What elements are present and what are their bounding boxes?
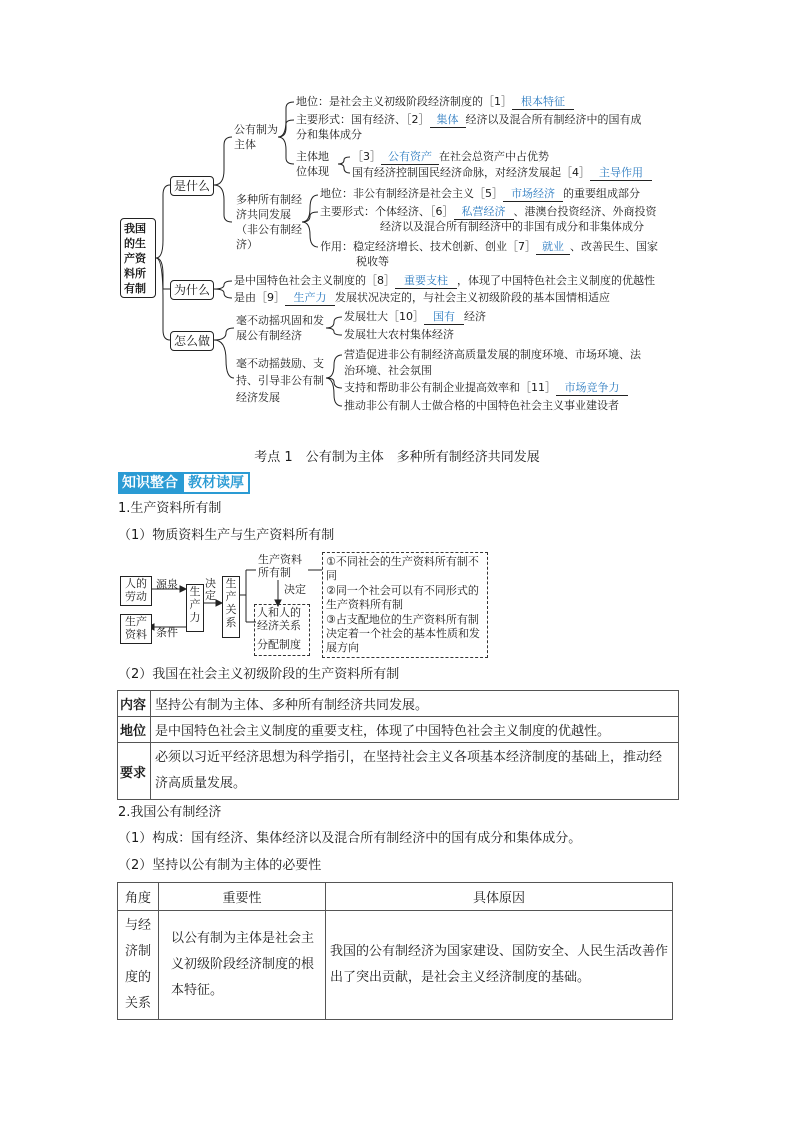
section2-item1: （1）构成：国有经济、集体经济以及混合所有制经济中的国有成分和集体成分。: [118, 831, 582, 846]
how-n1: 营造促进非公有制经济高质量发展的制度环境、市场环境、法: [344, 348, 641, 361]
table-key: 内容: [118, 691, 151, 717]
table-header-row: [118, 883, 673, 911]
flow-decide2: 决定: [284, 583, 306, 596]
table-value: 必须以习近平经济思想为科学指引，在坚持社会主义各项基本经济制度的基础上，推动经济高质量发展。: [151, 743, 679, 800]
public-forms: 主要形式：国有经济、［2］ 集体 经济以及混合所有制经济中的国有成: [296, 113, 642, 126]
section2-title: 2.我国公有制经济: [118, 805, 222, 820]
table-value: 坚持公有制为主体、多种所有制经济共同发展。: [151, 691, 679, 717]
answer-1: 根本特征: [512, 95, 574, 110]
branch-why: 为什么: [170, 280, 214, 300]
how-p1: 发展壮大［10］ 国有 经济: [344, 310, 486, 323]
multi-effect: 作用：稳定经济增长、技术创新、创业［7］ 就业 、改善民生、国家: [320, 240, 658, 253]
flow-productivity: 生产力: [186, 584, 204, 632]
node-how-public: 毫不动摇巩固和发展公有制经济: [236, 314, 324, 342]
answer-7: 就业: [536, 240, 570, 255]
ownership-table: [117, 690, 679, 800]
flow-note-2: ②同一个社会可以有不同形式的生产资料所有制: [326, 584, 479, 611]
public-status: 地位：是社会主义初级阶段经济制度的［1］ 根本特征: [296, 95, 574, 110]
cell-importance: 以公有制为主体是社会主义初级阶段经济制度的根本特征。: [159, 911, 326, 1020]
table-row: [118, 691, 679, 717]
flow-note-3: ③占支配地位的生产资料所有制决定着一个社会的基本性质和发展方向: [326, 613, 480, 654]
section2-item2: （2）坚持以公有制为主体的必要性: [118, 858, 322, 873]
role-4: 国有经济控制国民经济命脉，对经济发展起［4］ 主导作用: [352, 166, 652, 181]
flow-distribution: 分配制度: [257, 638, 301, 651]
mindmap-root: 我国的生产资料所有制: [120, 218, 156, 298]
answer-3: 公有资产: [381, 150, 439, 165]
node-public-main: 公有制为主体: [234, 123, 278, 151]
flow-human-rel: 人和人的经济关系: [257, 606, 301, 632]
answer-5: 市场经济: [503, 187, 563, 202]
table-key: 地位: [118, 717, 151, 743]
multi-status: 地位：非公有制经济是社会主义［5］ 市场经济 的重要组成部分: [320, 187, 640, 200]
node-multi: 多种所有制经济共同发展（非公有制经济）: [236, 193, 302, 251]
node-role: 主体地位体现: [296, 150, 329, 178]
multi-forms-line2: 经济以及混合所有制经济中的非国有成分和非集体成分: [380, 220, 644, 233]
answer-8: 重要支柱: [395, 274, 457, 289]
section1-title: 1.生产资料所有制: [118, 501, 222, 516]
branch-what: 是什么: [170, 176, 214, 196]
cell-reason: 我国的公有制经济为国家建设、国防安全、人民生活改善作出了突出贡献，是社会主义经济制度的基础。: [326, 911, 673, 1020]
flow-note-1: ①不同社会的生产资料所有制不同: [326, 555, 479, 582]
table-row: [118, 743, 679, 800]
answer-10: 国有: [424, 310, 464, 325]
branch-how: 怎么做: [170, 331, 214, 351]
flow-labor: 人的劳动: [120, 576, 152, 606]
kaodian-title: 考点 1 公有制为主体 多种所有制经济共同发展: [254, 450, 540, 465]
flow-decide1: 决定: [205, 577, 216, 602]
flow-ownership: 生产资料所有制: [258, 553, 302, 579]
answer-9: 生产力: [285, 291, 335, 306]
public-forms-line2: 分和集体成分: [296, 128, 362, 141]
table-row: [118, 717, 679, 743]
table-row: [118, 911, 673, 1020]
multi-effect-line2: 税收等: [356, 255, 389, 268]
why-line1: 是中国特色社会主义制度的［8］ 重要支柱 ，体现了中国特色社会主义制度的优越性: [234, 274, 655, 287]
banner-a: 知识整合: [118, 472, 182, 494]
col-reason: 具体原因: [326, 883, 673, 911]
flow-material: 生产资料: [120, 614, 152, 644]
flow-source: 源泉: [156, 578, 178, 591]
col-importance: 重要性: [159, 883, 326, 911]
table-value: 是中国特色社会主义制度的重要支柱，体现了中国特色社会主义制度的优越性。: [151, 717, 679, 743]
section1-sub2: （2）我国在社会主义初级阶段的生产资料所有制: [118, 667, 400, 682]
table-key: 要求: [118, 743, 151, 800]
how-n1b: 治环境、社会氛围: [344, 364, 432, 377]
why-line2: 是由［9］ 生产力 发展状况决定的，与社会主义初级阶段的基本国情相适应: [234, 291, 610, 304]
multi-forms: 主要形式：个体经济、［6］ 私营经济 、港澳台投资经济、外商投资: [320, 205, 657, 218]
cell-angle: 与经济制度的关系: [118, 911, 159, 1020]
flow-condition: 条件: [156, 626, 178, 639]
flow-relation: 生产关系: [222, 576, 240, 638]
answer-11: 市场竞争力: [556, 381, 628, 396]
answer-2: 集体: [430, 113, 466, 128]
banner-b: 教材读厚: [182, 472, 250, 494]
necessity-table: [117, 882, 673, 1020]
answer-4: 主导作用: [590, 166, 652, 181]
how-n3: 推动非公有制人士做合格的中国特色社会主义事业建设者: [344, 399, 619, 412]
answer-6: 私营经济: [454, 205, 514, 220]
node-how-nonpublic: 毫不动摇鼓励、支持、引导非公有制经济发展: [236, 357, 324, 404]
col-angle: 角度: [118, 883, 159, 911]
section1-sub1: （1）物质资料生产与生产资料所有制: [118, 528, 335, 543]
how-p2: 发展壮大农村集体经济: [344, 328, 454, 341]
how-n2: 支持和帮助非公有制企业提高效率和［11］ 市场竞争力: [344, 381, 628, 396]
role-3: ［3］ 公有资产 在社会总资产中占优势: [352, 150, 549, 163]
